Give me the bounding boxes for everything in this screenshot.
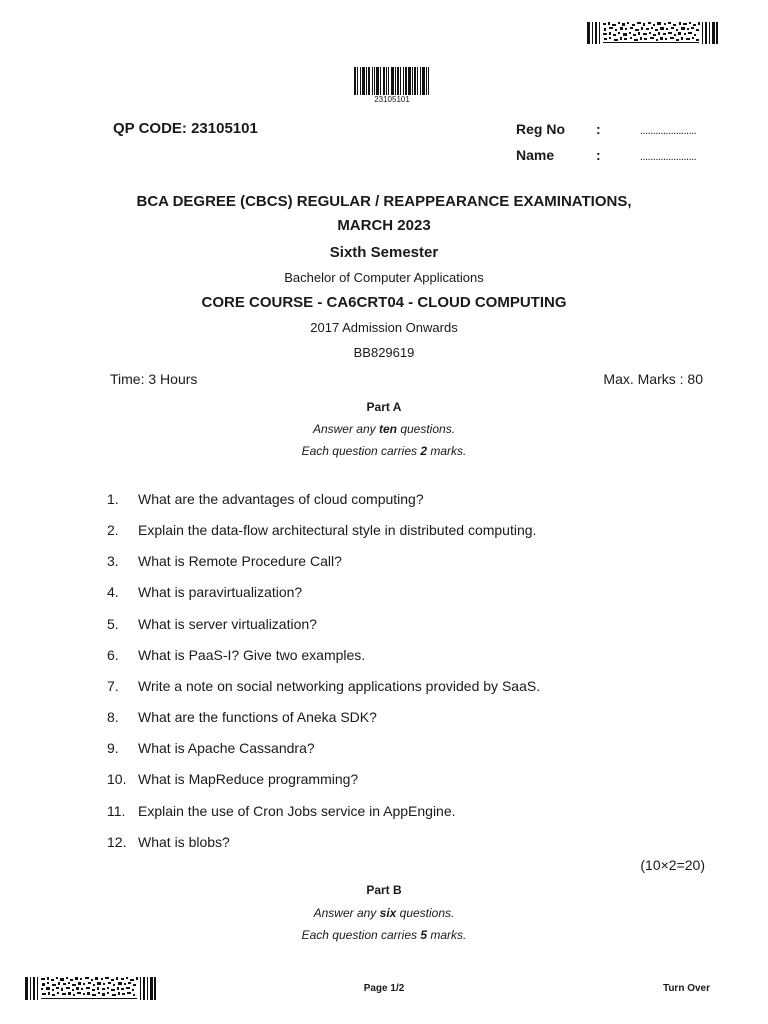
reg-no-colon: : [596,121,601,137]
part-b-instruction-2 [0,928,768,942]
question-2 [107,522,536,538]
part-a-instruction-1-pre: Answer any [312,422,379,436]
question-text: Explain the use of Cron Jobs service in AppEngine. [138,803,456,819]
part-a-instruction-2-pre: Each question carries [301,444,421,458]
question-number: 9. [107,740,119,756]
question-number: 1. [107,491,119,507]
part-a-instruction-1 [0,422,768,436]
exam-time: Time: 3 Hours [110,371,198,387]
top-linear-barcode [354,67,429,95]
question-number: 2. [107,522,119,538]
part-b-heading: Part B [366,883,402,897]
question-number: 11. [107,803,126,819]
question-number: 3. [107,553,119,569]
part-b-instruction-2-bold: 5 [420,928,428,942]
question-6 [107,647,365,663]
program: Bachelor of Computer Applications [284,270,484,285]
question-7 [107,678,540,694]
question-1 [107,491,424,507]
admission-note: 2017 Admission Onwards [310,320,458,335]
question-11 [107,803,456,819]
name-label: Name [516,147,555,163]
name-blank: ...................... [640,151,697,163]
question-number: 5. [107,616,119,632]
part-a-instruction-2 [0,444,768,458]
part-b-instruction-2-pre: Each question carries [301,928,421,942]
course-title: CORE COURSE - CA6CRT04 - CLOUD COMPUTING [201,294,567,311]
question-10 [107,771,358,787]
top-right-2d-barcode [587,22,718,44]
exam-title-line2: MARCH 2023 [337,217,431,234]
part-b-instruction-1-pre: Answer any [313,906,380,920]
question-text: What is MapReduce programming? [138,771,359,787]
paper-code: BB829619 [353,345,415,360]
name-colon: : [596,147,601,163]
question-3 [107,553,342,569]
question-text: What is server virtualization? [138,616,317,632]
question-4 [107,584,302,600]
reg-no-row [516,121,696,137]
question-text: What is PaaS-I? Give two examples. [138,647,366,663]
question-text: Explain the data-flow architectural style in distributed computing. [138,522,537,538]
question-text: What is Remote Procedure Call? [138,553,342,569]
question-number: 6. [107,647,119,663]
part-b-instruction-1-post: questions. [396,906,455,920]
question-12 [107,834,230,850]
question-text: What are the functions of Aneka SDK? [138,709,377,725]
qp-code: QP CODE: 23105101 [113,120,258,137]
barcode-number: 23105101 [374,95,410,104]
part-a-marks-total: (10×2=20) [640,857,705,873]
part-a-heading: Part A [366,400,402,414]
page-number: Page 1/2 [363,983,405,994]
question-number: 4. [107,584,119,600]
reg-no-label: Reg No [516,121,565,137]
question-number: 8. [107,709,119,725]
question-number: 7. [107,678,119,694]
part-b-instruction-1 [0,906,768,920]
question-text: What is blobs? [138,834,230,850]
question-text: Write a note on social networking applications provided by SaaS. [138,678,541,694]
semester: Sixth Semester [329,244,439,261]
reg-no-blank: ...................... [640,125,697,137]
question-text: What are the advantages of cloud computing? [138,491,424,507]
question-number: 12. [107,834,127,850]
name-row [516,147,696,163]
question-text: What is paravirtualization? [138,584,303,600]
part-a-instruction-1-bold: ten [378,422,397,436]
turn-over: Turn Over [662,983,710,994]
question-5 [107,616,317,632]
question-number: 10. [107,771,127,787]
part-b-instruction-2-post: marks. [427,928,467,942]
part-a-instruction-2-post: marks. [427,444,467,458]
part-b-instruction-1-bold: six [379,906,397,920]
part-a-instruction-1-post: questions. [396,422,456,436]
question-9 [107,740,315,756]
question-8 [107,709,377,725]
exam-title-line1: BCA DEGREE (CBCS) REGULAR / REAPPEARANCE EXAMINATIONS, [136,193,632,210]
part-a-instruction-2-bold: 2 [420,444,428,458]
max-marks: Max. Marks : 80 [603,371,703,387]
question-text: What is Apache Cassandra? [138,740,315,756]
